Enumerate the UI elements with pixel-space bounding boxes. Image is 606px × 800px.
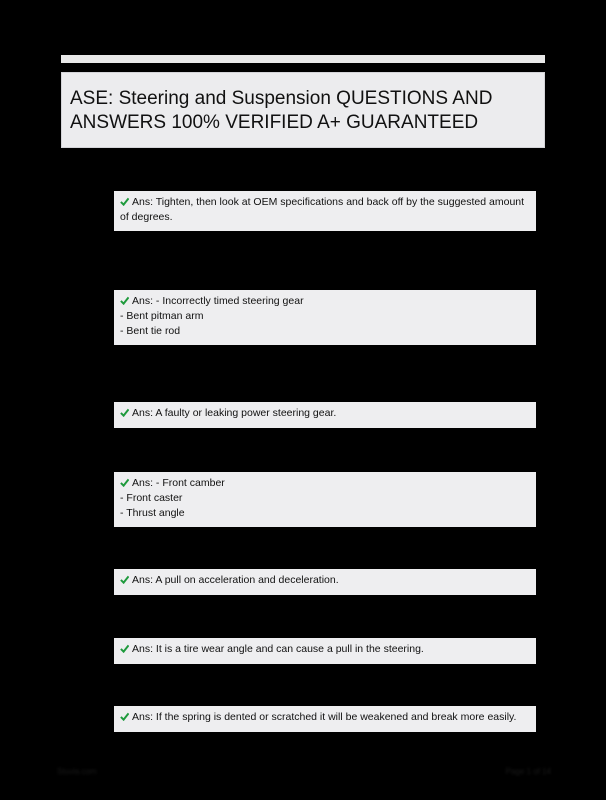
answer-box-2	[114, 290, 536, 345]
answer-text: Ans: A faulty or leaking power steering gear.	[132, 407, 337, 419]
answer-box-3	[114, 402, 536, 428]
answer-line: - Bent tie rod	[120, 325, 181, 337]
footer-page-number: Page 1 of 14	[505, 767, 551, 776]
answer-box-7	[114, 706, 536, 732]
check-mark-icon	[120, 296, 129, 305]
answer-line	[120, 294, 530, 309]
answer-line: - Thrust angle	[120, 507, 185, 519]
page-title: ASE: Steering and Suspension QUESTIONS AND ANSWERS 100% VERIFIED A+ GUARANTEED	[70, 88, 493, 133]
footer-left-text: Stuvia.com	[57, 767, 97, 776]
check-mark-icon	[120, 478, 129, 487]
check-mark-icon	[120, 408, 129, 417]
answer-line	[120, 573, 530, 588]
answer-text: Ans: It is a tire wear angle and can cause a pull in the steering.	[132, 643, 424, 655]
answer-line	[120, 710, 530, 725]
answer-text: Ans: A pull on acceleration and deceleration.	[132, 574, 339, 586]
answer-line	[120, 476, 530, 491]
answer-text: Ans: - Front camber	[132, 477, 225, 489]
answer-line	[120, 406, 530, 421]
title-box	[61, 72, 545, 148]
answer-text: Ans: If the spring is dented or scratched it will be weakened and break more easily.	[132, 711, 517, 723]
check-mark-icon	[120, 644, 129, 653]
answer-line: - Bent pitman arm	[120, 310, 204, 322]
answer-text: Ans: - Incorrectly timed steering gear	[132, 295, 304, 307]
answer-line	[120, 195, 530, 225]
check-mark-icon	[120, 197, 129, 206]
top-rule	[61, 55, 545, 63]
answer-text: Ans: Tighten, then look at OEM specifications and back off by the suggested amount of degrees.	[120, 196, 525, 223]
check-mark-icon	[120, 712, 129, 721]
answer-box-5	[114, 569, 536, 595]
check-mark-icon	[120, 575, 129, 584]
answer-line: - Front caster	[120, 492, 183, 504]
answer-box-1	[114, 191, 536, 231]
answer-line	[120, 642, 530, 657]
answer-box-4	[114, 472, 536, 527]
answer-box-6	[114, 638, 536, 664]
